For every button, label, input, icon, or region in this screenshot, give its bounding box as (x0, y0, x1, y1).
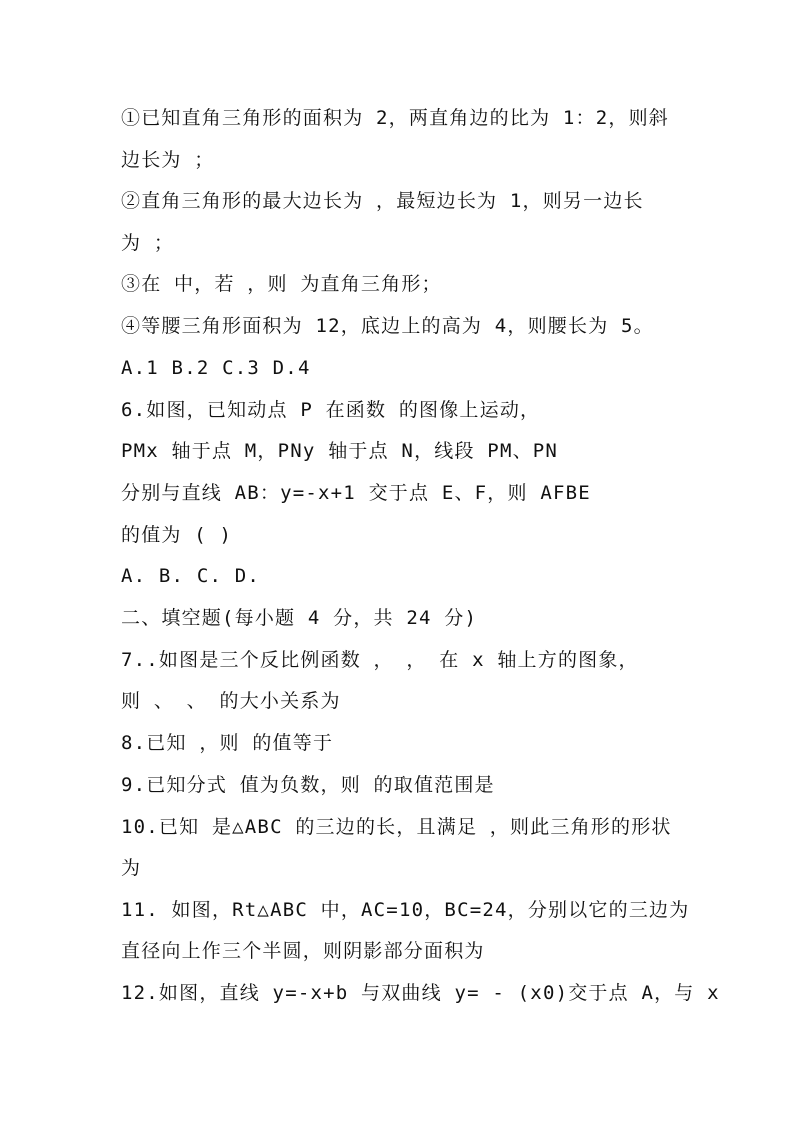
text-line: ②直角三角形的最大边长为 ，最短边长为 1，则另一边长 (121, 190, 644, 212)
text-line: ③在 中，若 ，则 为直角三角形； (121, 273, 442, 295)
text-line: 则 、 、 的大小关系为 (121, 690, 341, 712)
text-line: ①已知直角三角形的面积为 2，两直角边的比为 1：2，则斜 (121, 107, 669, 129)
question-11: 11. 如图，Rt△ABC 中，AC=10，BC=24，分别以它的三边为 (121, 899, 690, 921)
question-9: 9.已知分式 值为负数，则 的取值范围是 (121, 774, 495, 796)
text-line: 直径向上作三个半圆，则阴影部分面积为 (121, 940, 485, 962)
text-line: 边长为 ； (121, 149, 215, 171)
text-line: 为 ； (121, 232, 175, 254)
question-10: 10.已知 是△ABC 的三边的长，且满足 ，则此三角形的形状 (121, 816, 672, 838)
text-line: 为 (121, 857, 142, 879)
text-line: ④等腰三角形面积为 12，底边上的高为 4，则腰长为 5。 (121, 315, 654, 337)
question-7: 7..如图是三个反比例函数 ， ， 在 x 轴上方的图象， (121, 649, 639, 671)
text-line: 分别与直线 AB：y=-x+1 交于点 E、F，则 AFBE (121, 482, 591, 504)
question-12: 12.如图，直线 y=-x+b 与双曲线 y= - (x0)交于点 A，与 x (121, 982, 720, 1004)
text-line: PMx 轴于点 M，PNy 轴于点 N，线段 PM、PN (121, 440, 559, 462)
answer-options: A. B. C. D. (121, 565, 261, 587)
answer-options: A.1 B.2 C.3 D.4 (121, 357, 311, 379)
text-line: 的值为 ( ) (121, 524, 233, 546)
question-8: 8.已知 ，则 的值等于 (121, 732, 334, 754)
question-6: 6.如图，已知动点 P 在函数 的图像上运动， (121, 399, 541, 421)
section-heading: 二、填空题(每小题 4 分，共 24 分) (121, 607, 478, 629)
